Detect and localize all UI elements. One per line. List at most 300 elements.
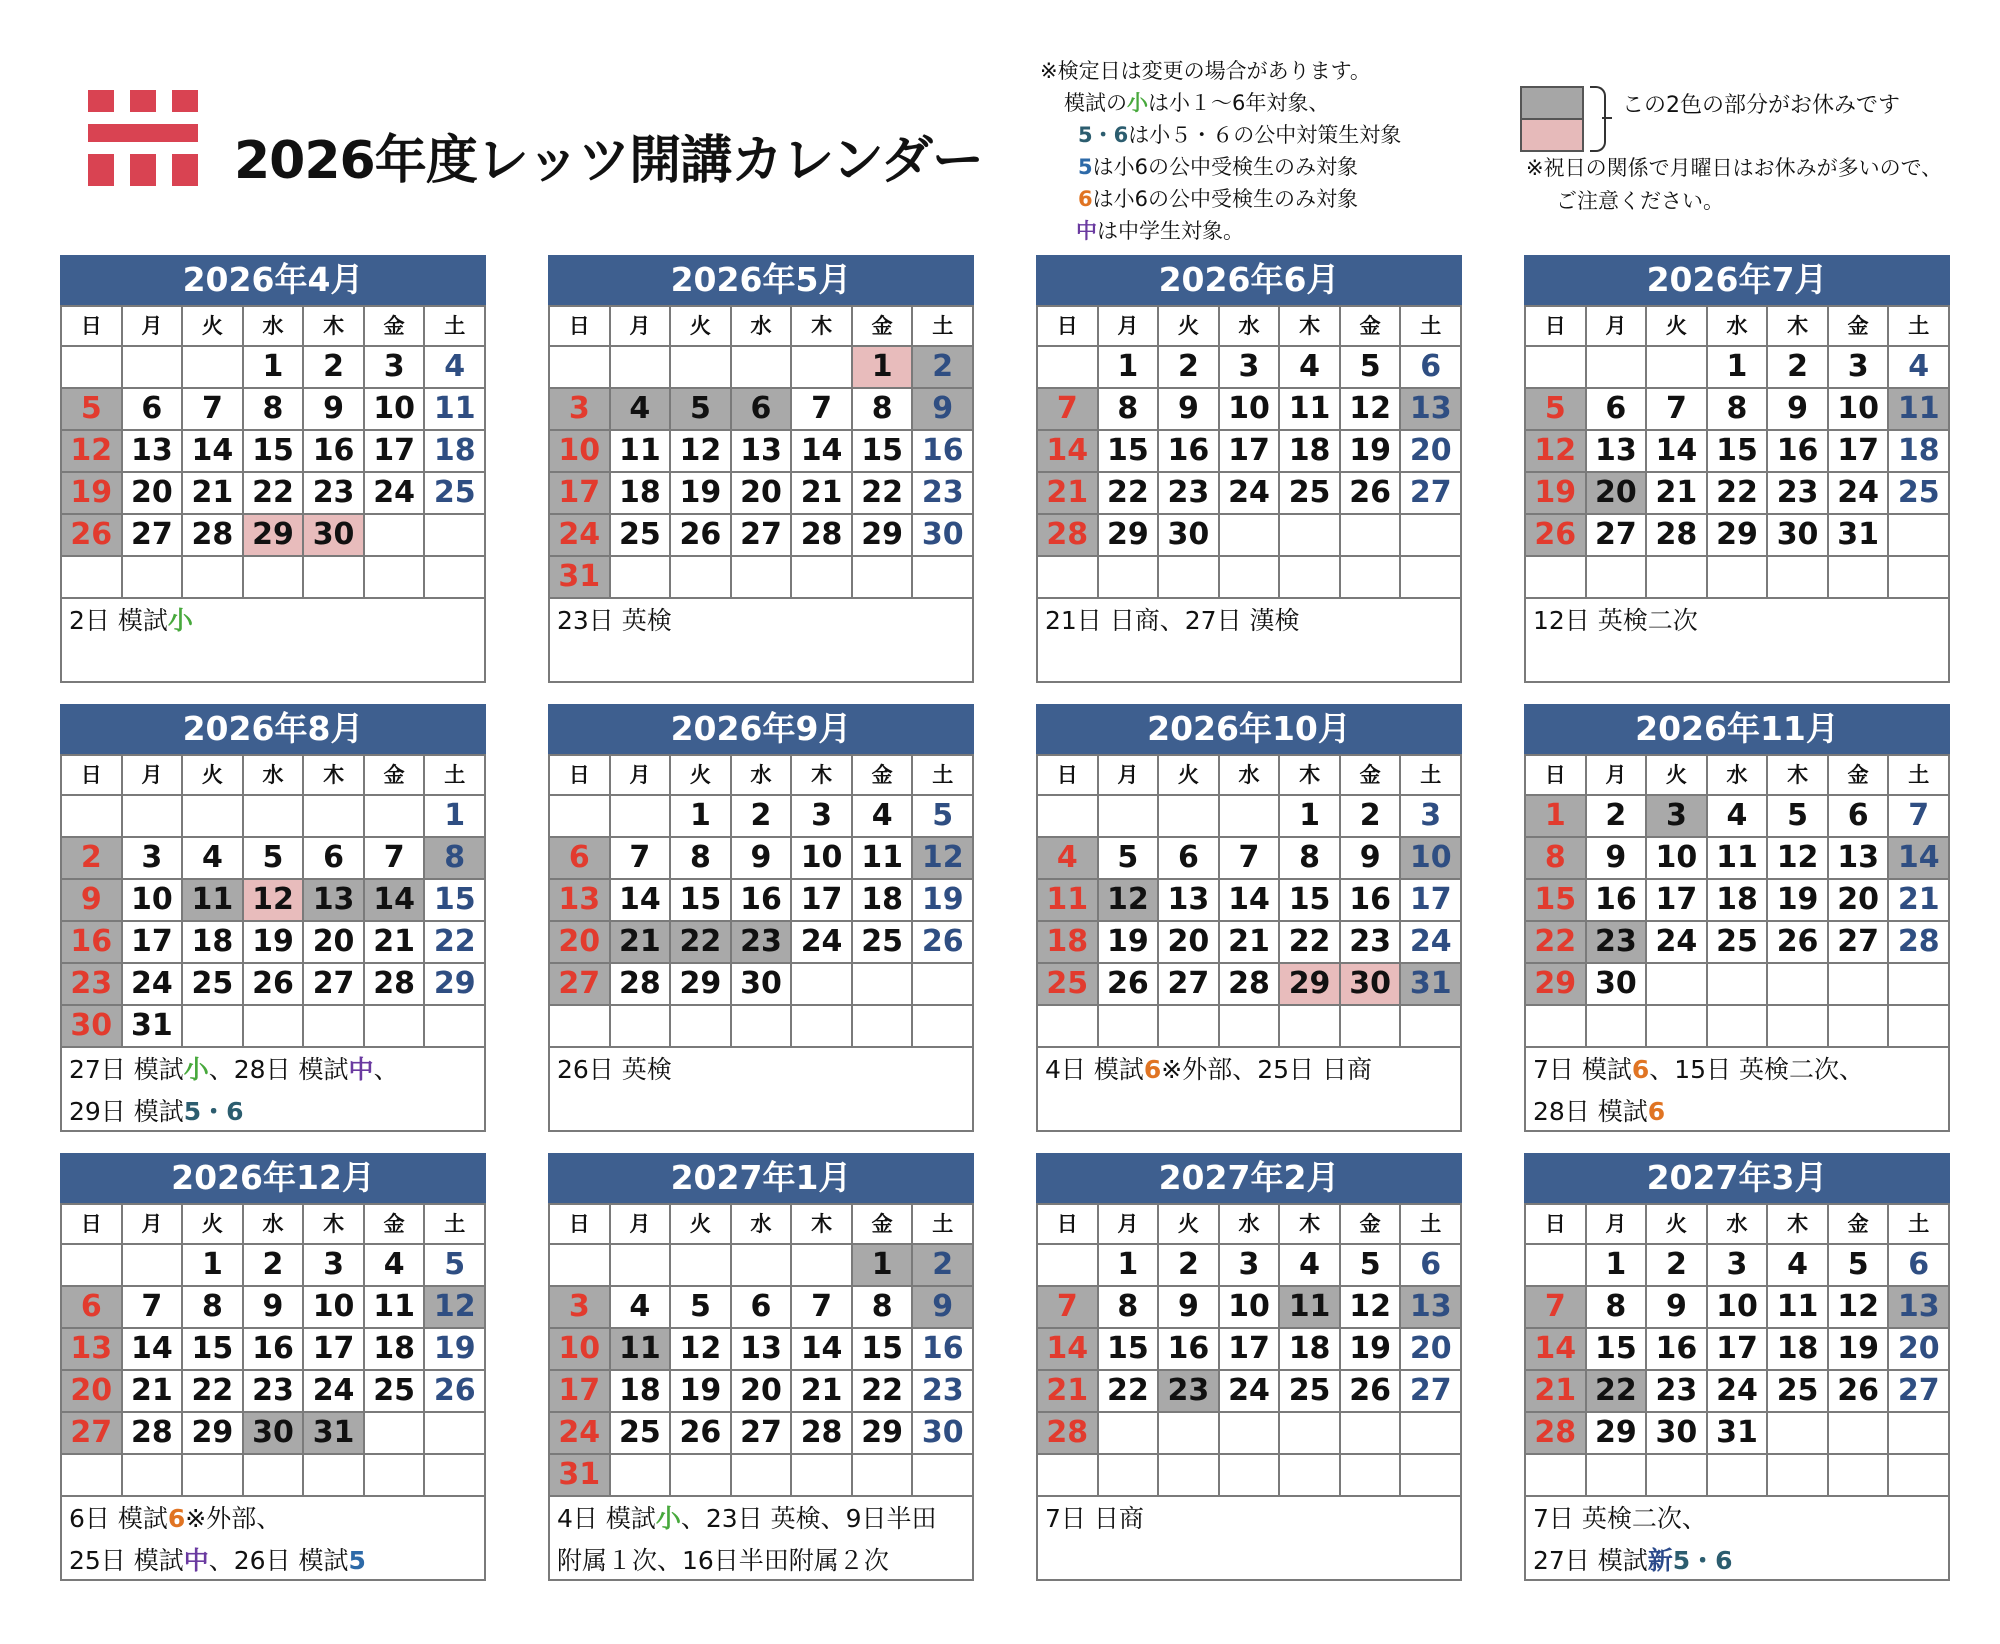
empty-day-cell bbox=[550, 347, 611, 389]
month-note-line bbox=[1045, 1498, 1453, 1540]
day-cell: 16 bbox=[1768, 431, 1829, 473]
empty-day-cell bbox=[1587, 1455, 1648, 1497]
note-text: は小５・６の公中対策生対象 bbox=[1128, 123, 1402, 147]
day-cell: 19 bbox=[671, 1371, 732, 1413]
day-cell: 30 bbox=[1768, 515, 1829, 557]
day-cell: 15 bbox=[1526, 880, 1587, 922]
empty-day-cell bbox=[611, 1006, 672, 1048]
day-cell: 16 bbox=[1587, 880, 1648, 922]
empty-day-cell bbox=[425, 1455, 486, 1497]
day-cell: 25 bbox=[611, 515, 672, 557]
day-cell: 22 bbox=[425, 922, 486, 964]
weekday-header: 土 bbox=[425, 756, 486, 796]
day-cell: 29 bbox=[1708, 515, 1769, 557]
month-notes bbox=[60, 599, 486, 683]
highlight-mark: 6 bbox=[1631, 1055, 1650, 1084]
note-text: 7日 日商 bbox=[1045, 1504, 1144, 1533]
month-notes bbox=[548, 599, 974, 683]
day-cell: 16 bbox=[1159, 1329, 1220, 1371]
day-cell: 7 bbox=[611, 838, 672, 880]
day-cell: 7 bbox=[792, 389, 853, 431]
weekday-header: 月 bbox=[1587, 307, 1648, 347]
highlight-mark: 小 bbox=[167, 606, 193, 635]
empty-day-cell bbox=[62, 1245, 123, 1287]
empty-day-cell bbox=[1647, 557, 1708, 599]
empty-day-cell bbox=[1159, 1455, 1220, 1497]
month-note-line bbox=[1533, 600, 1941, 642]
legend-gray-swatch bbox=[1520, 86, 1584, 120]
day-cell: 19 bbox=[1099, 922, 1160, 964]
day-cell: 12 bbox=[1099, 880, 1160, 922]
month-notes bbox=[1524, 1048, 1950, 1132]
weekday-header: 月 bbox=[1587, 1205, 1648, 1245]
day-cell: 1 bbox=[853, 347, 914, 389]
empty-day-cell bbox=[1280, 1413, 1341, 1455]
day-cell: 18 bbox=[1708, 880, 1769, 922]
month-notes bbox=[1036, 599, 1462, 683]
day-cell: 11 bbox=[183, 880, 244, 922]
note-text: 6日 模試 bbox=[69, 1504, 168, 1533]
day-cell: 16 bbox=[244, 1329, 305, 1371]
day-cell: 21 bbox=[611, 922, 672, 964]
day-cell: 2 bbox=[1768, 347, 1829, 389]
day-cell: 17 bbox=[365, 431, 426, 473]
day-cell: 11 bbox=[1280, 389, 1341, 431]
day-cell: 30 bbox=[913, 1413, 974, 1455]
weekday-header: 土 bbox=[913, 756, 974, 796]
day-cell: 9 bbox=[1647, 1287, 1708, 1329]
day-cell: 23 bbox=[1768, 473, 1829, 515]
legend-text: この2色の部分がお休みです bbox=[1622, 93, 1900, 118]
day-cell: 16 bbox=[1647, 1329, 1708, 1371]
day-cell: 5 bbox=[671, 1287, 732, 1329]
empty-day-cell bbox=[792, 1455, 853, 1497]
day-cell: 22 bbox=[1280, 922, 1341, 964]
weekday-header: 土 bbox=[425, 307, 486, 347]
exam-note-line bbox=[1076, 215, 1244, 247]
highlight-mark: 小 bbox=[655, 1504, 681, 1533]
empty-day-cell bbox=[1159, 796, 1220, 838]
day-cell: 31 bbox=[550, 1455, 611, 1497]
empty-day-cell bbox=[671, 1455, 732, 1497]
day-cell: 13 bbox=[1401, 389, 1462, 431]
day-grid bbox=[1524, 754, 1950, 1048]
day-cell: 3 bbox=[1220, 347, 1281, 389]
exam-note-line bbox=[1064, 87, 1329, 119]
day-cell: 6 bbox=[123, 389, 184, 431]
weekday-header: 水 bbox=[1708, 756, 1769, 796]
empty-day-cell bbox=[853, 1006, 914, 1048]
day-cell: 7 bbox=[1526, 1287, 1587, 1329]
day-cell: 10 bbox=[304, 1287, 365, 1329]
day-cell: 17 bbox=[1401, 880, 1462, 922]
weekday-header: 水 bbox=[1708, 307, 1769, 347]
day-cell: 14 bbox=[365, 880, 426, 922]
empty-day-cell bbox=[1889, 515, 1950, 557]
empty-day-cell bbox=[671, 347, 732, 389]
day-cell: 14 bbox=[792, 431, 853, 473]
day-cell: 19 bbox=[913, 880, 974, 922]
day-cell: 19 bbox=[1829, 1329, 1890, 1371]
weekday-header: 木 bbox=[1280, 307, 1341, 347]
empty-day-cell bbox=[611, 557, 672, 599]
day-cell: 13 bbox=[304, 880, 365, 922]
day-grid bbox=[548, 305, 974, 599]
highlight-mark: 5・6 bbox=[183, 1097, 244, 1126]
day-cell: 5 bbox=[671, 389, 732, 431]
day-cell: 28 bbox=[792, 515, 853, 557]
day-cell: 5 bbox=[1526, 389, 1587, 431]
day-cell: 27 bbox=[1889, 1371, 1950, 1413]
day-cell: 15 bbox=[853, 431, 914, 473]
day-cell: 26 bbox=[671, 515, 732, 557]
empty-day-cell bbox=[1099, 1455, 1160, 1497]
empty-day-cell bbox=[1768, 557, 1829, 599]
day-cell: 11 bbox=[611, 431, 672, 473]
day-cell: 30 bbox=[1159, 515, 1220, 557]
day-cell: 16 bbox=[1159, 431, 1220, 473]
day-cell: 18 bbox=[1889, 431, 1950, 473]
month-calendar bbox=[548, 1153, 974, 1581]
day-cell: 3 bbox=[1647, 796, 1708, 838]
empty-day-cell bbox=[123, 1455, 184, 1497]
day-cell: 20 bbox=[1889, 1329, 1950, 1371]
month-calendar bbox=[1036, 255, 1462, 683]
page-title: 2026年度レッツ開講カレンダー bbox=[234, 131, 983, 191]
weekday-header: 日 bbox=[550, 307, 611, 347]
day-cell: 11 bbox=[1038, 880, 1099, 922]
empty-day-cell bbox=[1889, 1413, 1950, 1455]
empty-day-cell bbox=[1341, 1455, 1402, 1497]
empty-day-cell bbox=[1220, 1006, 1281, 1048]
empty-day-cell bbox=[1768, 1006, 1829, 1048]
day-cell: 8 bbox=[1708, 389, 1769, 431]
day-cell: 20 bbox=[123, 473, 184, 515]
day-cell: 8 bbox=[853, 1287, 914, 1329]
day-grid bbox=[60, 1203, 486, 1497]
empty-day-cell bbox=[1647, 1455, 1708, 1497]
day-cell: 29 bbox=[1526, 964, 1587, 1006]
note-text: 28日 模試 bbox=[1533, 1097, 1648, 1126]
day-cell: 13 bbox=[550, 880, 611, 922]
day-cell: 8 bbox=[853, 389, 914, 431]
month-note-line bbox=[1533, 1049, 1941, 1091]
day-cell: 2 bbox=[1159, 347, 1220, 389]
month-notes bbox=[1036, 1497, 1462, 1581]
weekday-header: 月 bbox=[611, 756, 672, 796]
day-cell: 3 bbox=[550, 1287, 611, 1329]
empty-day-cell bbox=[853, 1455, 914, 1497]
empty-day-cell bbox=[1038, 1006, 1099, 1048]
day-cell: 23 bbox=[732, 922, 793, 964]
day-grid bbox=[60, 754, 486, 1048]
day-cell: 3 bbox=[123, 838, 184, 880]
empty-day-cell bbox=[1768, 1455, 1829, 1497]
note-text: 21日 日商、27日 漢検 bbox=[1045, 606, 1300, 635]
exam-note-line bbox=[1078, 151, 1358, 183]
empty-day-cell bbox=[1829, 1455, 1890, 1497]
day-cell: 15 bbox=[1587, 1329, 1648, 1371]
day-cell: 28 bbox=[611, 964, 672, 1006]
day-cell: 14 bbox=[183, 431, 244, 473]
month-notes bbox=[548, 1497, 974, 1581]
day-cell: 17 bbox=[550, 473, 611, 515]
day-cell: 6 bbox=[1401, 347, 1462, 389]
day-cell: 25 bbox=[365, 1371, 426, 1413]
day-cell: 21 bbox=[792, 473, 853, 515]
day-cell: 5 bbox=[1829, 1245, 1890, 1287]
weekday-header: 木 bbox=[792, 1205, 853, 1245]
day-cell: 15 bbox=[1099, 1329, 1160, 1371]
empty-day-cell bbox=[1708, 964, 1769, 1006]
day-cell: 20 bbox=[550, 922, 611, 964]
month-note-line bbox=[557, 1049, 965, 1091]
empty-day-cell bbox=[1401, 1455, 1462, 1497]
empty-day-cell bbox=[611, 1245, 672, 1287]
note-text: 25日 模試 bbox=[69, 1546, 184, 1575]
day-grid bbox=[1036, 305, 1462, 599]
weekday-header: 金 bbox=[853, 307, 914, 347]
day-cell: 1 bbox=[1587, 1245, 1648, 1287]
day-cell: 8 bbox=[1099, 389, 1160, 431]
day-grid bbox=[1036, 1203, 1462, 1497]
day-cell: 20 bbox=[1159, 922, 1220, 964]
day-cell: 25 bbox=[425, 473, 486, 515]
empty-day-cell bbox=[1038, 347, 1099, 389]
empty-day-cell bbox=[913, 557, 974, 599]
note-text: 、26日 模試 bbox=[208, 1546, 349, 1575]
weekday-header: 日 bbox=[1038, 307, 1099, 347]
note-text: 模試の bbox=[1064, 91, 1127, 115]
empty-day-cell bbox=[1708, 557, 1769, 599]
day-cell: 14 bbox=[1647, 431, 1708, 473]
day-cell: 16 bbox=[913, 1329, 974, 1371]
day-cell: 13 bbox=[1401, 1287, 1462, 1329]
day-cell: 20 bbox=[732, 473, 793, 515]
weekday-header: 日 bbox=[550, 756, 611, 796]
day-cell: 2 bbox=[62, 838, 123, 880]
day-cell: 31 bbox=[1829, 515, 1890, 557]
legend-brace bbox=[1590, 86, 1606, 152]
day-cell: 22 bbox=[183, 1371, 244, 1413]
month-notes bbox=[1524, 1497, 1950, 1581]
weekday-header: 火 bbox=[671, 1205, 732, 1245]
month-note-line bbox=[69, 1498, 477, 1540]
weekday-header: 木 bbox=[1768, 307, 1829, 347]
day-cell: 8 bbox=[183, 1287, 244, 1329]
day-cell: 30 bbox=[244, 1413, 305, 1455]
day-cell: 17 bbox=[792, 880, 853, 922]
empty-day-cell bbox=[611, 796, 672, 838]
day-cell: 23 bbox=[1341, 922, 1402, 964]
empty-day-cell bbox=[1341, 557, 1402, 599]
empty-day-cell bbox=[425, 515, 486, 557]
empty-day-cell bbox=[1647, 964, 1708, 1006]
day-cell: 30 bbox=[1647, 1413, 1708, 1455]
day-cell: 17 bbox=[1220, 1329, 1281, 1371]
day-cell: 18 bbox=[365, 1329, 426, 1371]
day-cell: 7 bbox=[792, 1287, 853, 1329]
day-cell: 3 bbox=[1220, 1245, 1281, 1287]
day-cell: 1 bbox=[1526, 796, 1587, 838]
empty-day-cell bbox=[1829, 1413, 1890, 1455]
day-cell: 2 bbox=[1647, 1245, 1708, 1287]
empty-day-cell bbox=[1341, 1413, 1402, 1455]
weekday-header: 水 bbox=[1220, 307, 1281, 347]
day-cell: 9 bbox=[1159, 389, 1220, 431]
day-cell: 10 bbox=[1829, 389, 1890, 431]
month-note-line bbox=[1045, 1049, 1453, 1091]
day-cell: 9 bbox=[1587, 838, 1648, 880]
day-cell: 29 bbox=[853, 1413, 914, 1455]
empty-day-cell bbox=[183, 796, 244, 838]
highlight-mark: 小 bbox=[1127, 91, 1148, 115]
day-cell: 31 bbox=[550, 557, 611, 599]
empty-day-cell bbox=[1768, 964, 1829, 1006]
day-cell: 27 bbox=[1401, 1371, 1462, 1413]
day-cell: 19 bbox=[62, 473, 123, 515]
day-cell: 25 bbox=[853, 922, 914, 964]
empty-day-cell bbox=[1159, 1006, 1220, 1048]
day-cell: 23 bbox=[913, 1371, 974, 1413]
day-cell: 4 bbox=[611, 389, 672, 431]
day-cell: 12 bbox=[1341, 389, 1402, 431]
note-text: 27日 模試 bbox=[1533, 1546, 1648, 1575]
day-cell: 13 bbox=[1587, 431, 1648, 473]
day-cell: 29 bbox=[1099, 515, 1160, 557]
day-cell: 28 bbox=[1220, 964, 1281, 1006]
weekday-header: 水 bbox=[732, 1205, 793, 1245]
day-cell: 31 bbox=[1708, 1413, 1769, 1455]
month-calendar bbox=[548, 704, 974, 1132]
empty-day-cell bbox=[732, 347, 793, 389]
note-text: は小１～6年対象、 bbox=[1148, 91, 1330, 115]
empty-day-cell bbox=[792, 1006, 853, 1048]
day-cell: 21 bbox=[183, 473, 244, 515]
day-cell: 13 bbox=[732, 431, 793, 473]
weekday-header: 日 bbox=[1038, 756, 1099, 796]
weekday-header: 日 bbox=[62, 756, 123, 796]
day-cell: 25 bbox=[611, 1413, 672, 1455]
day-cell: 8 bbox=[1526, 838, 1587, 880]
weekday-header: 土 bbox=[425, 1205, 486, 1245]
weekday-header: 木 bbox=[304, 307, 365, 347]
day-cell: 23 bbox=[1587, 922, 1648, 964]
empty-day-cell bbox=[365, 1006, 426, 1048]
day-cell: 22 bbox=[671, 922, 732, 964]
empty-day-cell bbox=[1220, 515, 1281, 557]
day-cell: 24 bbox=[304, 1371, 365, 1413]
empty-day-cell bbox=[123, 796, 184, 838]
day-cell: 24 bbox=[550, 515, 611, 557]
empty-day-cell bbox=[1401, 1413, 1462, 1455]
empty-day-cell bbox=[365, 1455, 426, 1497]
day-cell: 4 bbox=[1889, 347, 1950, 389]
day-cell: 28 bbox=[1526, 1413, 1587, 1455]
day-cell: 3 bbox=[304, 1245, 365, 1287]
weekday-header: 水 bbox=[244, 307, 305, 347]
day-cell: 16 bbox=[62, 922, 123, 964]
weekday-header: 火 bbox=[1647, 1205, 1708, 1245]
day-cell: 20 bbox=[732, 1371, 793, 1413]
day-cell: 14 bbox=[1526, 1329, 1587, 1371]
month-note-line bbox=[1533, 1540, 1941, 1582]
empty-day-cell bbox=[304, 796, 365, 838]
day-cell: 16 bbox=[732, 880, 793, 922]
day-cell: 4 bbox=[611, 1287, 672, 1329]
day-cell: 23 bbox=[1647, 1371, 1708, 1413]
day-cell: 29 bbox=[183, 1413, 244, 1455]
day-cell: 23 bbox=[244, 1371, 305, 1413]
highlight-mark: 小 bbox=[183, 1055, 209, 1084]
day-cell: 4 bbox=[1280, 347, 1341, 389]
empty-day-cell bbox=[1099, 796, 1160, 838]
day-cell: 12 bbox=[62, 431, 123, 473]
note-text: 12日 英検二次 bbox=[1533, 606, 1698, 635]
empty-day-cell bbox=[1220, 796, 1281, 838]
day-cell: 20 bbox=[1401, 1329, 1462, 1371]
day-cell: 19 bbox=[1341, 431, 1402, 473]
weekday-header: 金 bbox=[1341, 756, 1402, 796]
day-cell: 3 bbox=[1829, 347, 1890, 389]
day-cell: 12 bbox=[244, 880, 305, 922]
day-cell: 10 bbox=[550, 1329, 611, 1371]
day-cell: 19 bbox=[244, 922, 305, 964]
day-cell: 2 bbox=[1587, 796, 1648, 838]
day-cell: 5 bbox=[62, 389, 123, 431]
day-cell: 1 bbox=[853, 1245, 914, 1287]
day-cell: 14 bbox=[123, 1329, 184, 1371]
weekday-header: 金 bbox=[853, 1205, 914, 1245]
month-title: 2026年5月 bbox=[548, 255, 974, 305]
day-cell: 4 bbox=[853, 796, 914, 838]
weekday-header: 土 bbox=[1889, 307, 1950, 347]
highlight-mark: 5・6 bbox=[1078, 123, 1129, 147]
note-text: は小6の公中受検生のみ対象 bbox=[1092, 155, 1358, 179]
day-cell: 22 bbox=[1099, 473, 1160, 515]
empty-day-cell bbox=[1587, 1006, 1648, 1048]
day-cell: 7 bbox=[365, 838, 426, 880]
month-notes bbox=[1036, 1048, 1462, 1132]
day-cell: 26 bbox=[913, 922, 974, 964]
day-cell: 2 bbox=[913, 347, 974, 389]
empty-day-cell bbox=[183, 347, 244, 389]
day-cell: 17 bbox=[123, 922, 184, 964]
highlight-mark: 6 bbox=[1647, 1097, 1666, 1126]
note-text: ※外部、25日 日商 bbox=[1161, 1055, 1372, 1084]
month-title: 2026年12月 bbox=[60, 1153, 486, 1203]
day-cell: 1 bbox=[1280, 796, 1341, 838]
day-cell: 28 bbox=[792, 1413, 853, 1455]
day-cell: 19 bbox=[425, 1329, 486, 1371]
day-cell: 5 bbox=[1768, 796, 1829, 838]
month-title: 2026年11月 bbox=[1524, 704, 1950, 754]
empty-day-cell bbox=[365, 1413, 426, 1455]
day-cell: 2 bbox=[1159, 1245, 1220, 1287]
day-cell: 1 bbox=[671, 796, 732, 838]
weekday-header: 金 bbox=[365, 1205, 426, 1245]
day-cell: 12 bbox=[1341, 1287, 1402, 1329]
highlight-mark: 5・6 bbox=[1672, 1546, 1733, 1575]
weekday-header: 水 bbox=[244, 756, 305, 796]
empty-day-cell bbox=[1647, 1006, 1708, 1048]
day-cell: 4 bbox=[1280, 1245, 1341, 1287]
empty-day-cell bbox=[1889, 1006, 1950, 1048]
day-cell: 19 bbox=[1768, 880, 1829, 922]
day-cell: 13 bbox=[732, 1329, 793, 1371]
day-cell: 7 bbox=[1038, 389, 1099, 431]
weekday-header: 土 bbox=[1889, 1205, 1950, 1245]
